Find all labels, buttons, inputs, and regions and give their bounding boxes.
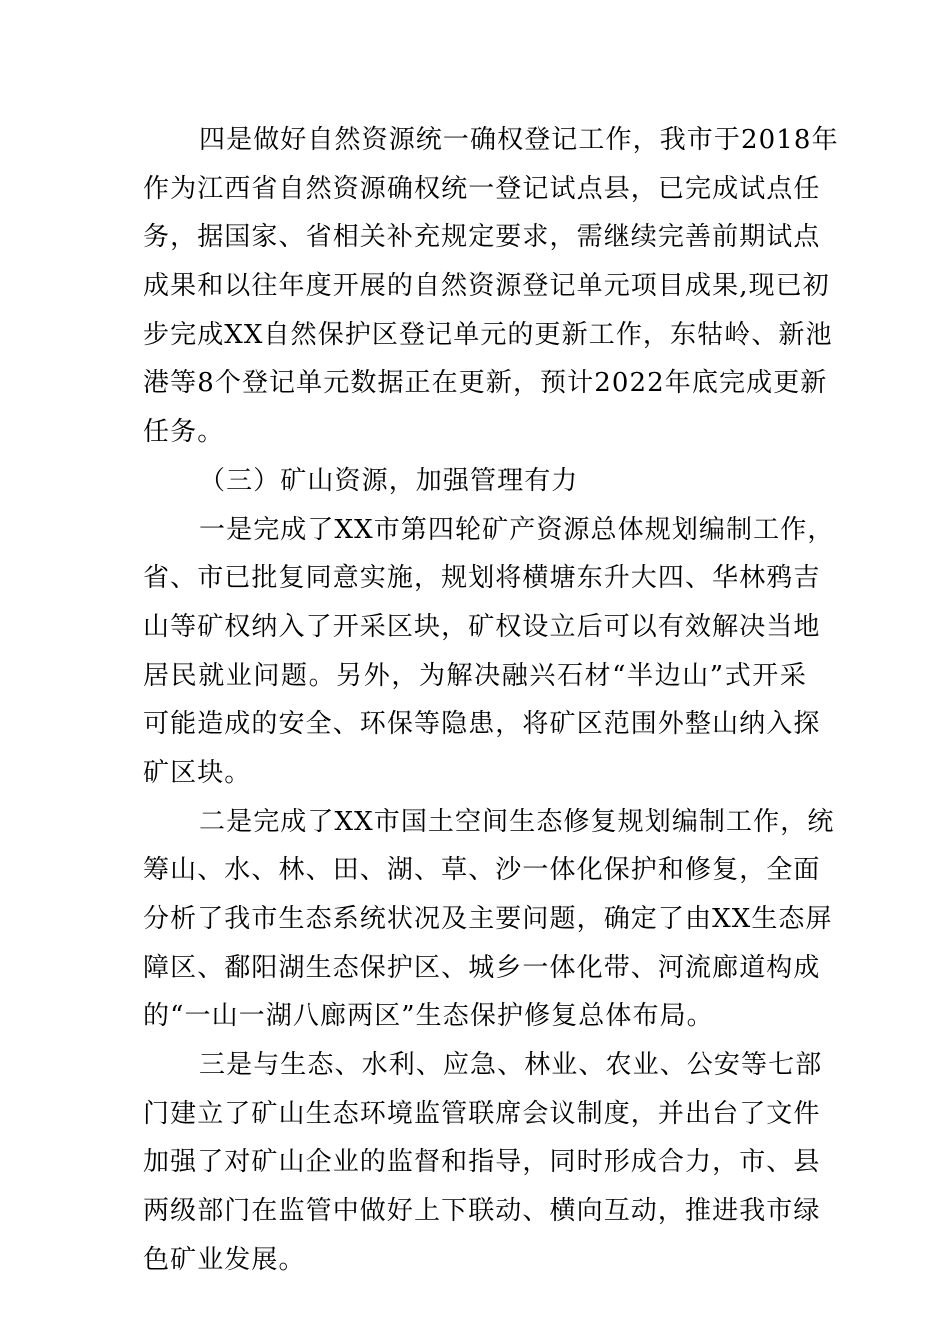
paragraph-line: 一是完成了XX市第四轮矿产资源总体规划编制工作， (199, 514, 835, 545)
paragraph-line: 山等矿权纳入了开采区块，矿权设立后可以有效解决当地 (143, 611, 821, 642)
paragraph-line: 务，据国家、省相关补充规定要求，需继续完善前期试点 (143, 222, 821, 253)
paragraph-line: 港等8个登记单元数据正在更新，预计2022年底完成更新 (143, 368, 828, 399)
paragraph-line: 步完成XX自然保护区登记单元的更新工作，东牯岭、新池 (143, 319, 833, 350)
paragraph-line: 障区、鄱阳湖生态保护区、城乡一体化带、河流廊道构成 (143, 952, 821, 983)
paragraph-line: 矿区块。 (143, 757, 252, 788)
paragraph-line: 可能造成的安全、环保等隐患，将矿区范围外整山纳入探 (143, 709, 821, 740)
paragraph-line: 二是完成了XX市国土空间生态修复规划编制工作，统 (199, 806, 835, 837)
paragraph-line: 三是与生态、水利、应急、林业、农业、公安等七部 (199, 1050, 823, 1081)
paragraph-line: 任务。 (143, 417, 225, 448)
paragraph-line: 色矿业发展。 (143, 1244, 306, 1275)
paragraph-line: 成果和以往年度开展的自然资源登记单元项目成果,现已初 (143, 271, 830, 302)
paragraph-line: 门建立了矿山生态环境监管联席会议制度，并出台了文件 (143, 1098, 821, 1129)
paragraph-line: 作为江西省自然资源确权统一登记试点县，已完成试点任 (143, 173, 821, 204)
paragraph-line: 筹山、水、林、田、湖、草、沙一体化保护和修复，全面 (143, 855, 821, 886)
section-heading: （三）矿山资源，加强管理有力 (199, 465, 579, 496)
paragraph-line: 四是做好自然资源统一确权登记工作，我市于2018年 (199, 125, 839, 155)
paragraph-line: 加强了对矿山企业的监督和指导，同时形成合力，市、县 (143, 1147, 821, 1178)
body-text (143, 116, 839, 1285)
paragraph-line: 居民就业问题。另外，为解决融兴石材“半边山”式开采 (143, 660, 807, 691)
paragraph-line: 的“一山一湖八廊两区”生态保护修复总体布局。 (143, 1001, 714, 1032)
paragraph-line: 分析了我市生态系统状况及主要问题，确定了由XX生态屏 (143, 904, 833, 934)
paragraph-line: 省、市已批复同意实施，规划将横塘东升大四、华林鸦吉 (143, 563, 821, 594)
paragraph-line: 两级部门在监管中做好上下联动、横向互动，推进我市绿 (143, 1196, 821, 1227)
